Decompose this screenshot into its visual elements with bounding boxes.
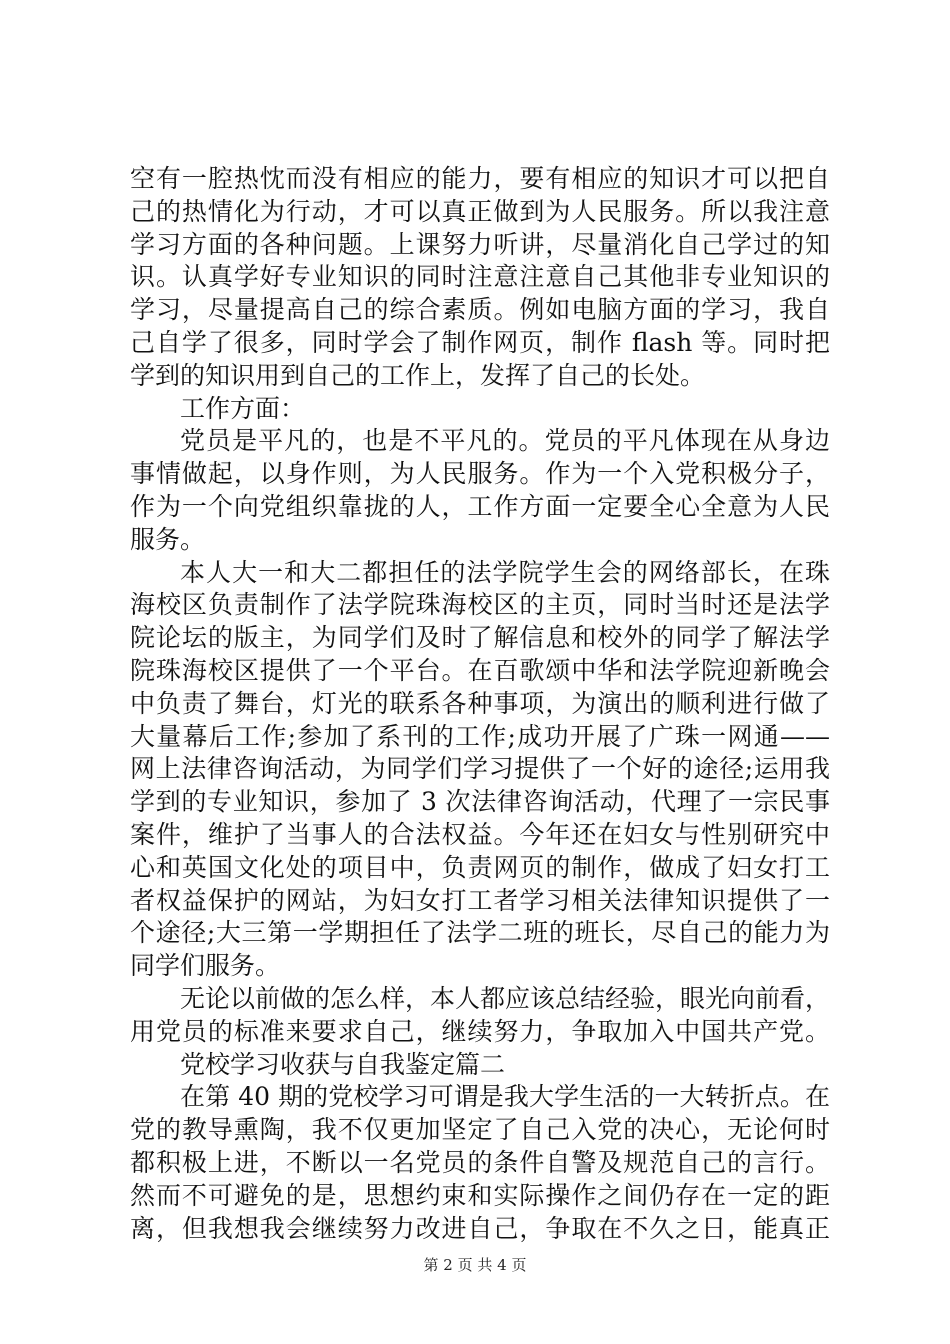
text-line: 党员是平凡的，也是不平凡的。党员的平凡体现在从身边 bbox=[180, 426, 830, 456]
text-line: 学习方面的各种问题。上课努力听讲，尽量消化自己学过的知 bbox=[130, 229, 830, 259]
text-line: 网上法律咨询活动，为同学们学习提供了一个好的途径;运用我 bbox=[130, 754, 830, 784]
text-line: 院论坛的版主，为同学们及时了解信息和校外的同学了解法学 bbox=[130, 623, 830, 653]
text-line: 都积极上进，不断以一名党员的条件自警及规范自己的言行。 bbox=[130, 1147, 830, 1177]
text-line: 离，但我想我会继续努力改进自己，争取在不久之日，能真正 bbox=[130, 1213, 830, 1243]
text-line: 无论以前做的怎么样，本人都应该总结经验，眼光向前看， bbox=[180, 983, 830, 1013]
text-line: 个途径;大三第一学期担任了法学二班的班长，尽自己的能力为 bbox=[130, 918, 830, 948]
page-footer: 第 2 页 共 4 页 bbox=[423, 1256, 527, 1274]
text-line: 中负责了舞台，灯光的联系各种事项，为演出的顺利进行做了 bbox=[130, 688, 830, 718]
text-line: 同学们服务。 bbox=[130, 951, 281, 981]
text-line: 本人大一和大二都担任的法学院学生会的网络部长，在珠 bbox=[180, 557, 830, 587]
text-line: 心和英国文化处的项目中，负责网页的制作，做成了妇女打工 bbox=[130, 852, 830, 882]
text-line: 党校学习收获与自我鉴定篇二 bbox=[180, 1049, 506, 1079]
text-line: 者权益保护的网站，为妇女打工者学习相关法律知识提供了一 bbox=[130, 885, 830, 915]
text-line: 作为一个向党组织靠拢的人，工作方面一定要全心全意为人民 bbox=[130, 491, 830, 521]
text-line: 然而不可避免的是，思想约束和实际操作之间仍存在一定的距 bbox=[130, 1180, 830, 1210]
text-line: 识。认真学好专业知识的同时注意注意自己其他非专业知识的 bbox=[130, 262, 830, 292]
text-line: 学到的知识用到自己的工作上，发挥了自己的长处。 bbox=[130, 360, 706, 390]
text-line: 学习，尽量提高自己的综合素质。例如电脑方面的学习，我自 bbox=[130, 295, 830, 325]
text-line: 己自学了很多，同时学会了制作网页，制作 flash 等。同时把 bbox=[130, 327, 830, 357]
text-line: 海校区负责制作了法学院珠海校区的主页，同时当时还是法学 bbox=[130, 590, 830, 620]
text-line: 案件，维护了当事人的合法权益。今年还在妇女与性别研究中 bbox=[130, 819, 830, 849]
text-line: 用党员的标准来要求自己，继续努力，争取加入中国共产党。 bbox=[130, 1016, 830, 1046]
text-line: 大量幕后工作;参加了系刊的工作;成功开展了广珠一网通—— bbox=[130, 721, 830, 751]
text-line: 己的热情化为行动，才可以真正做到为人民服务。所以我注意 bbox=[130, 196, 830, 226]
text-line: 院珠海校区提供了一个平台。在百歌颂中华和法学院迎新晚会 bbox=[130, 655, 830, 685]
document-body bbox=[130, 163, 830, 1245]
text-line: 学到的专业知识，参加了 3 次法律咨询活动，代理了一宗民事 bbox=[130, 787, 830, 817]
text-line: 工作方面： bbox=[180, 393, 306, 423]
text-line: 事情做起，以身作则，为人民服务。作为一个入党积极分子， bbox=[130, 459, 830, 489]
text-line: 在第 40 期的党校学习可谓是我大学生活的一大转折点。在 bbox=[180, 1082, 830, 1112]
text-line: 服务。 bbox=[130, 524, 206, 554]
text-line: 党的教导熏陶，我不仅更加坚定了自己入党的决心，无论何时 bbox=[130, 1115, 830, 1145]
text-line: 空有一腔热忱而没有相应的能力，要有相应的知识才可以把自 bbox=[130, 164, 830, 193]
